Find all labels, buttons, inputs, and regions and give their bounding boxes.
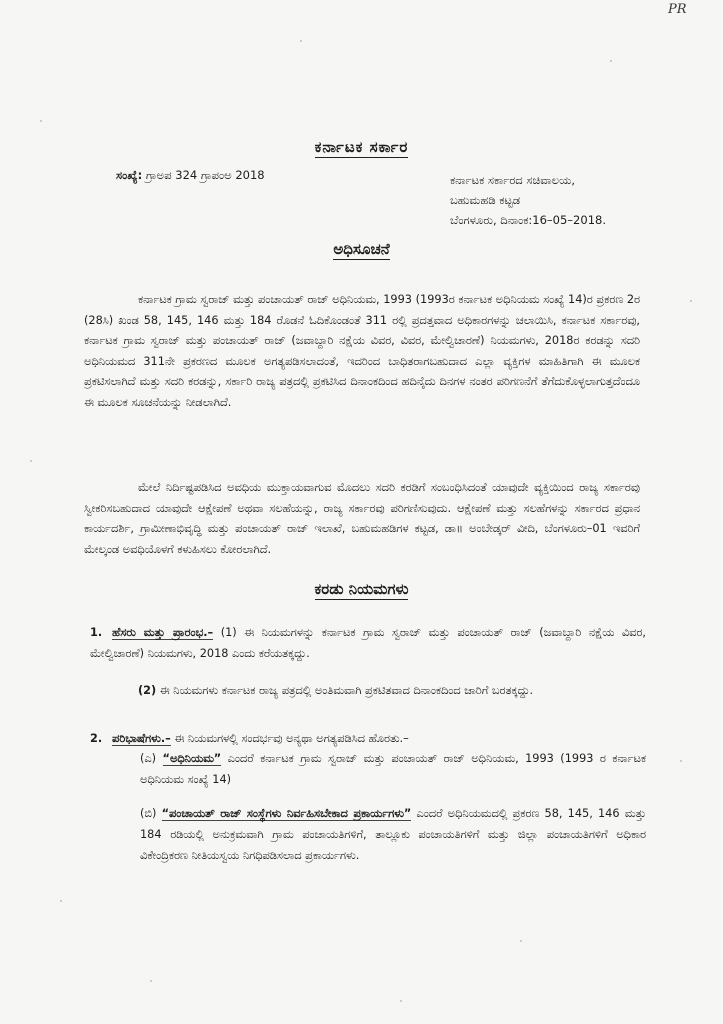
scan-speck — [30, 460, 32, 462]
rule-1-number: 1. — [90, 626, 103, 639]
notification-heading-text: ಅಧಿಸೂಚನೆ — [333, 240, 390, 258]
rule-1-text: (1) ಈ ನಿಯಮಗಳನ್ನು ಕರ್ನಾಟಕ ಗ್ರಾಮ ಸ್ವರಾಜ್ ಮತ್ತು ಪಂಚಾಯತ್ ರಾಜ್ (ಜವಾಬ್ದಾರಿ ನಕ್ಷೆಯ ವಿವರ, ಮೇಲ್ವಿಚಾರಣೆ) ನಿಯಮಗಳು, 2018 ಎಂದು ಕರೆಯತಕ್ಕದ್ದು. — [90, 626, 646, 660]
scan-speck — [400, 1000, 402, 1002]
rule-2-number: 2. — [90, 732, 103, 745]
rule-2-clause-a — [140, 748, 646, 790]
rule-2-clause-b — [140, 803, 646, 866]
office-line-date: ಬೆಂಗಳೂರು, ದಿನಾಂಕ:16–05–2018. — [450, 213, 606, 227]
government-title-text: ಕರ್ನಾಟಕ ಸರ್ಕಾರ — [314, 138, 409, 156]
office-address-block — [450, 170, 606, 230]
rule-1-subclause-number: (2) — [138, 684, 157, 697]
rule-2 — [90, 728, 646, 749]
rule-2-title: ಪರಿಭಾಷೆಗಳು.– — [112, 732, 171, 745]
rule-2b-term: “ಪಂಚಾಯತ್ ರಾಜ್ ಸಂಸ್ಥೆಗಳು ನಿರ್ವಹಿಸಬೇಕಾದ ಪ್ರಕಾರ್ಯಗಳು” — [161, 807, 412, 820]
scan-speck — [680, 760, 682, 762]
draft-rules-heading-text: ಕರಡು ನಿಯಮಗಳು — [314, 580, 409, 598]
rule-2-text: ಈ ನಿಯಮಗಳಲ್ಲಿ ಸಂದರ್ಭವು ಅನ್ಯಥಾ ಅಗತ್ಯಪಡಿಸಿದ ಹೊರತು.– — [170, 732, 409, 745]
office-line-building: ಬಹುಮಹಡಿ ಕಟ್ಟಡ — [450, 193, 521, 207]
rule-1-subclause-text: ಈ ನಿಯಮಗಳು ಕರ್ನಾಟಕ ರಾಜ್ಯ ಪತ್ರದಲ್ಲಿ ಅಂತಿಮವಾಗಿ ಪ್ರಕಟಿತವಾದ ದಿನಾಂಕದಿಂದ ಜಾರಿಗೆ ಬರತಕ್ಕದ್ದು. — [156, 684, 534, 697]
order-number — [116, 168, 265, 183]
scan-speck — [690, 300, 692, 302]
draft-rules-heading — [0, 580, 723, 598]
order-number-value: ಗ್ರಾಅಪ 324 ಗ್ರಾಪಂಅ 2018 — [145, 168, 265, 182]
scan-speck — [610, 60, 612, 62]
scan-speck — [60, 900, 62, 902]
handwritten-initials: PR — [668, 2, 687, 17]
government-title — [0, 138, 723, 156]
rule-2a-text: ಎಂದರೆ ಕರ್ನಾಟಕ ಗ್ರಾಮ ಸ್ವರಾಜ್ ಮತ್ತು ಪಂಚಾಯತ್ ರಾಜ್ ಅಧಿನಿಯಮ, 1993 (1993 ರ ಕರ್ನಾಟಕ ಅಧಿನಿಯಮ ಸಂಖ್ಯೆ 14) — [140, 752, 646, 786]
scan-speck — [300, 40, 302, 42]
office-line-secretariat: ಕರ್ನಾಟಕ ಸರ್ಕಾರದ ಸಚಿವಾಲಯ, — [450, 173, 576, 187]
scan-speck — [40, 120, 42, 122]
scan-speck — [150, 980, 152, 982]
notification-paragraph-1: ಕರ್ನಾಟಕ ಗ್ರಾಮ ಸ್ವರಾಜ್ ಮತ್ತು ಪಂಚಾಯತ್ ರಾಜ್ ಅಧಿನಿಯಮ, 1993 (1993ರ ಕರ್ನಾಟಕ ಅಧಿನಿಯಮ ಸಂಖ್ಯೆ 14)ರ ಪ್ರಕರಣ 2ರ (28ಸಿ) ಖಂಡ 58, 145, 146 ಮತ್ತು 184 ರೊಡನೆ ಓದಿಕೊಂಡಂತೆ 311 ರಲ್ಲಿ ಪ್ರದತ್ತವಾದ ಅಧಿಕಾರಗಳನ್ನು ಚಲಾಯಿಸಿ, ಕರ್ನಾಟಕ ಸರ್ಕಾರವು, ಕರ್ನಾಟಕ ಗ್ರಾಮ ಸ್ವರಾಜ್ ಮತ್ತು ಪಂಚಾಯತ್ ರಾಜ್ (ಜವಾಬ್ದಾರಿ ನಕ್ಷೆಯ ವಿವರ, ವಿವರ, ಮೇಲ್ವಿಚಾರಣೆ) ನಿಯಮಗಳು, 2018ರ ಕರಡನ್ನು ಸದರಿ ಅಧಿನಿಯಮದ 311ನೇ ಪ್ರಕರಣದ ಮೂಲಕ ಅಗತ್ಯಪಡಿಸಲಾದಂತೆ, ಇದರಿಂದ ಬಾಧಿತರಾಗಬಹುದಾದ ಎಲ್ಲಾ ವ್ಯಕ್ತಿಗಳ ಮಾಹಿತಿಗಾಗಿ ಈ ಮೂಲಕ ಪ್ರಕಟಿಸಲಾಗಿದೆ ಮತ್ತು ಸದರಿ ಕರಡನ್ನು, ಸರ್ಕಾರಿ ರಾಜ್ಯ ಪತ್ರದಲ್ಲಿ ಪ್ರಕಟಿಸಿದ ದಿನಾಂಕದಿಂದ ಹದಿನೈದು ದಿನಗಳ ನಂತರ ಪರಿಗಣನೆಗೆ ತೆಗೆದುಕೊಳ್ಳಲಾಗುತ್ತದೆಂದೂ ಈ ಮೂಲಕ ಸೂಚನೆಯನ್ನು ನೀಡಲಾಗಿದೆ. — [84, 293, 640, 409]
notification-heading — [0, 240, 723, 258]
rule-1 — [90, 622, 646, 664]
scan-speck — [520, 940, 522, 942]
rule-2a-term: “ಅಧಿನಿಯಮ” — [162, 752, 222, 765]
rule-2b-prefix: (ಬಿ) — [140, 807, 162, 820]
rule-1-title: ಹೆಸರು ಮತ್ತು ಪ್ರಾರಂಭ.– — [112, 626, 214, 639]
rule-1-subclause-2 — [138, 680, 648, 701]
order-number-label: ಸಂಖ್ಯೆ: — [116, 168, 143, 182]
notification-paragraph-2: ಮೇಲೆ ನಿರ್ದಿಷ್ಟಪಡಿಸಿದ ಅವಧಿಯ ಮುಕ್ತಾಯವಾಗುವ ಮೊದಲು ಸದರಿ ಕರಡಿಗೆ ಸಂಬಂಧಿಸಿದಂತೆ ಯಾವುದೇ ವ್ಯಕ್ತಿಯಿಂದ ರಾಜ್ಯ ಸರ್ಕಾರವು ಸ್ವೀಕರಿಸಬಹುದಾದ ಯಾವುದೇ ಆಕ್ಷೇಪಣೆ ಅಥವಾ ಸಲಹೆಯನ್ನು, ರಾಜ್ಯ ಸರ್ಕಾರವು ಪರಿಗಣಿಸುವುದು. ಆಕ್ಷೇಪಣೆ ಮತ್ತು ಸಲಹೆಗಳನ್ನು ಸರ್ಕಾರದ ಪ್ರಧಾನ ಕಾರ್ಯದರ್ಶಿ, ಗ್ರಾಮೀಣಾಭಿವೃದ್ಧಿ ಮತ್ತು ಪಂಚಾಯತ್ ರಾಜ್ ಇಲಾಖೆ, ಬಹುಮಹಡಿಗಳ ಕಟ್ಟಡ, ಡಾ॥ ಅಂಬೇಡ್ಕರ್ ವೀದಿ, ಬೆಂಗಳೂರು–01 ಇವರಿಗೆ ಮೇಲ್ಕಂಡ ಅವಧಿಯೊಳಗೆ ಕಳುಹಿಸಲು ಕೋರಲಾಗಿದೆ. — [84, 481, 640, 556]
rule-2a-prefix: (ಎ) — [140, 752, 163, 765]
rule-2b-text: ಎಂದರೆ ಅಧಿನಿಯಮದಲ್ಲಿ ಪ್ರಕರಣ 58, 145, 146 ಮತ್ತು 184 ರಡಿಯಲ್ಲಿ ಅನುಕ್ರಮವಾಗಿ ಗ್ರಾಮ ಪಂಚಾಯತಿಗಳಿಗೆ, ತಾಲ್ಲೂಕು ಪಂಚಾಯತಿಗಳಿಗೆ ಮತ್ತು ಜಿಲ್ಲಾ ಪಂಚಾಯತಿಗಳಿಗೆ ಅಧಿಕಾರ ವಿಕೇಂದ್ರಿಕರಣ ನೀತಿಯಸ್ವಯ ನಿಗಧಿಪಡಿಸಲಾದ ಪ್ರಕಾರ್ಯಗಳು. — [140, 807, 646, 862]
